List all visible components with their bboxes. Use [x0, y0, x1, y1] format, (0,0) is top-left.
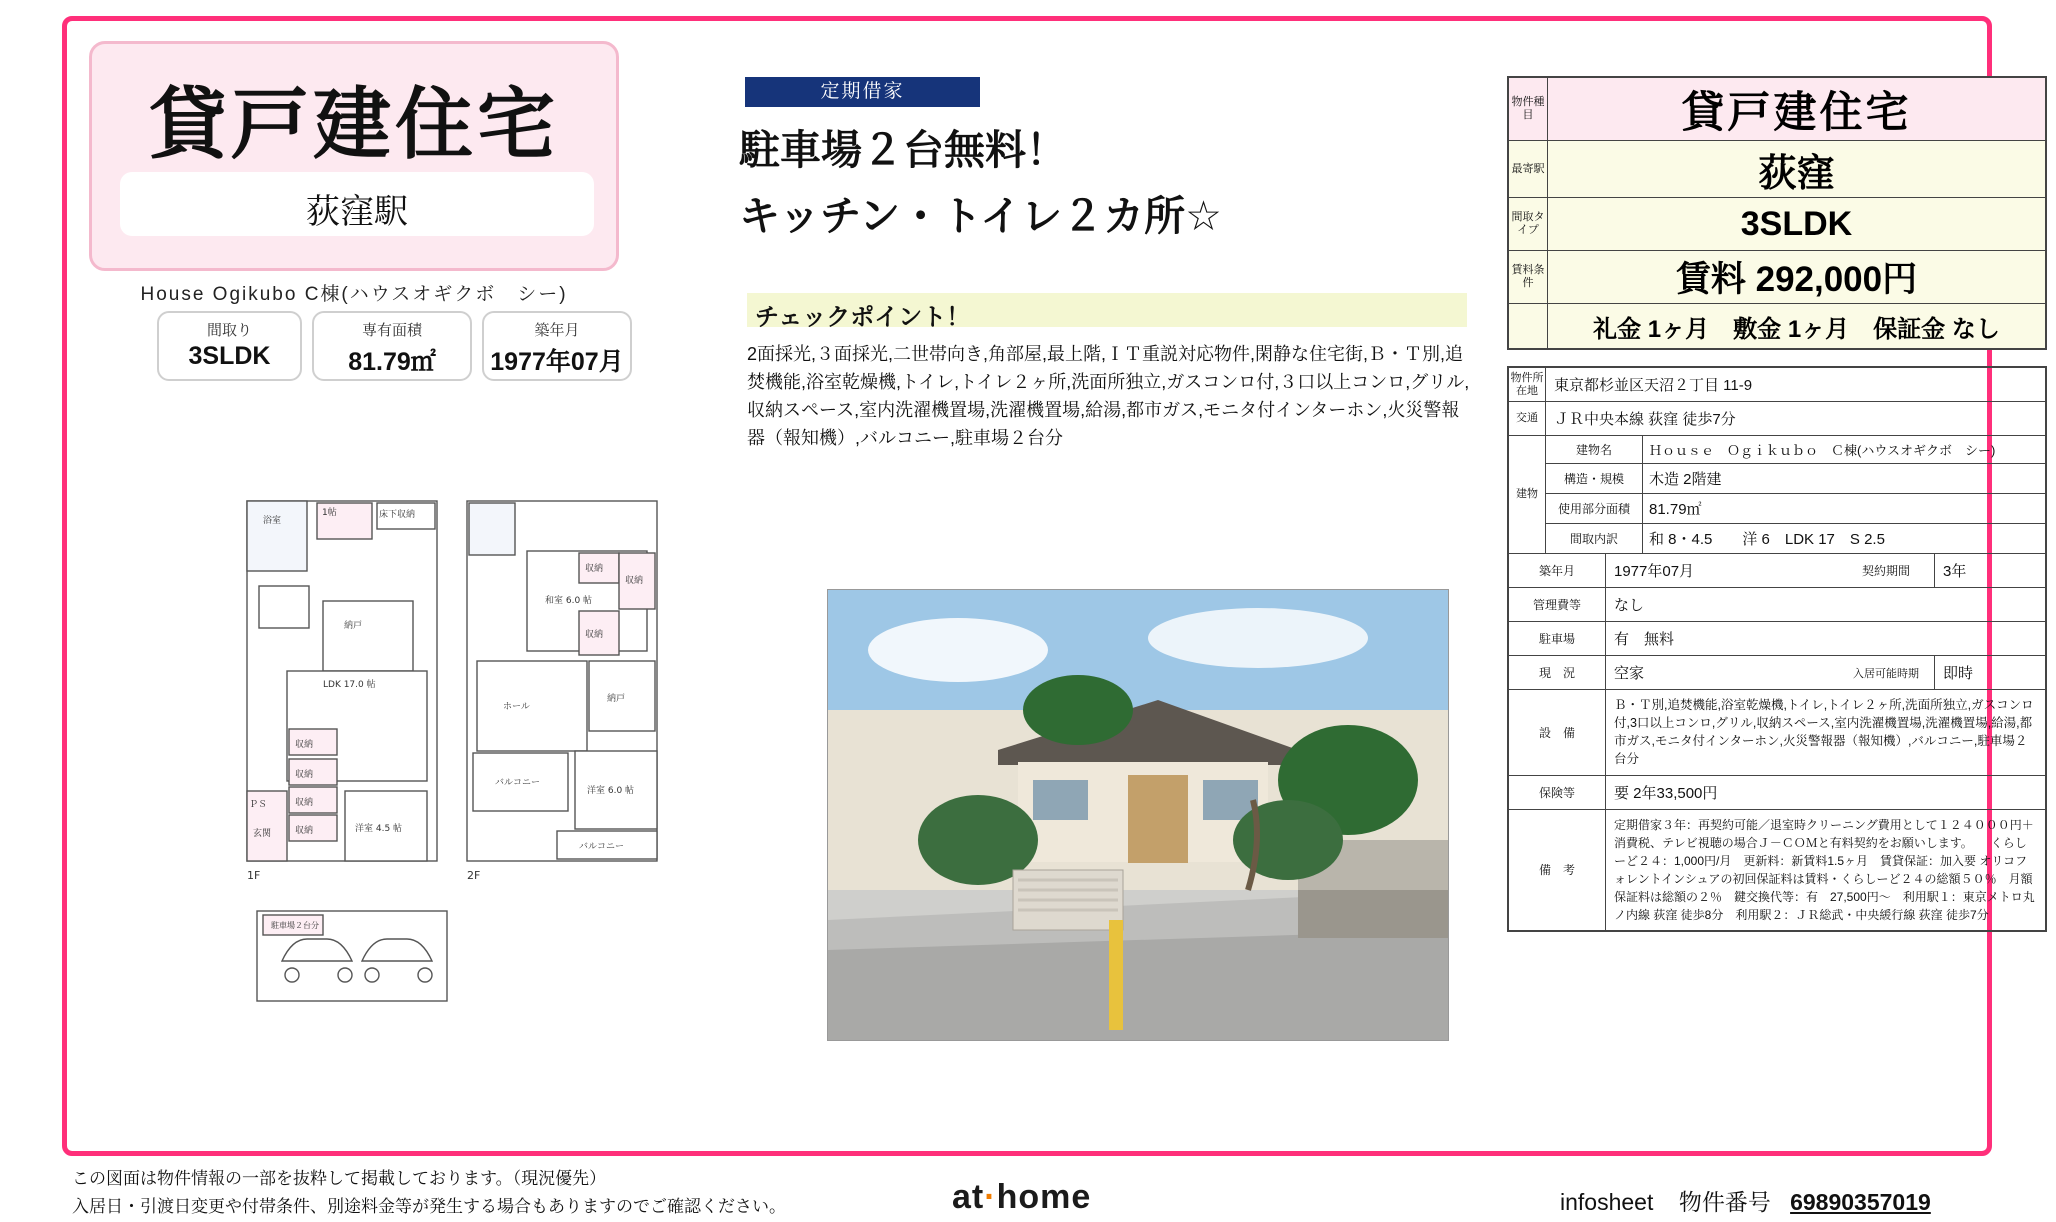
- property-photo-illustration: [828, 590, 1448, 1040]
- detail-value-equipment: Ｂ・Ｔ別,追焚機能,浴室乾燥機,トイレ,トイレ２ヶ所,洗面所独立,ガスコンロ付,3口以上コンロ,グリル,収納スペース,室内洗濯機置場,洗濯機置場,給湯,都市ガス,モニタ付インターホン,火災警報器（報知機）,バルコニー,駐車場２台分: [1614, 698, 2034, 767]
- checkpoint-heading: [747, 293, 1467, 331]
- svg-text:収納: 収納: [585, 630, 604, 640]
- summary-row-rent: [1509, 251, 2045, 304]
- svg-text:和室 6.0 帖: 和室 6.0 帖: [545, 596, 593, 606]
- building-sub-name-label: 建物名: [1546, 436, 1643, 463]
- detail-value-insurance: 要 2年33,500円: [1614, 784, 1718, 802]
- detail-label-insurance: 保険等: [1509, 776, 1606, 809]
- summary-label-type: 物件種目: [1509, 78, 1548, 140]
- spec-row: [157, 311, 627, 381]
- summary-value-station: 荻窪: [1548, 141, 2045, 197]
- detail-value-remarks: 定期借家３年：再契約可能／退室時クリーニング費用として１２４０００円＋消費税、テレビ視聴の場合Ｊ－ＣＯＭと有料契約をお願いします。 くらしーど２４：1,000円/月 更新料：新賃料1.5ヶ月 賃貸保証：加入要 オリコフォレントインシュアの初回保証料は賃料・くらしーど２４の総額５０％ 月額保証料は総額の２％ 鍵交換代等：有 27,500円～ 利用駅１：東京メトロ丸ノ内線 荻窪 徒歩8分 利用駅２：ＪＲ総武・中央緩行線 荻窪 徒歩7分: [1614, 817, 2035, 922]
- building-sub-rooms-label: 間取内訳: [1546, 524, 1643, 553]
- detail-label-address: 物件所在地: [1509, 368, 1546, 401]
- detail-value-parking: 有 無料: [1614, 631, 1675, 648]
- svg-text:1F: 1F: [247, 869, 261, 882]
- svg-text:床下収納: 床下収納: [379, 510, 416, 520]
- spec-area: [312, 311, 472, 381]
- detail-label-status: 現 況: [1509, 656, 1606, 689]
- building-sub-rooms-value: 和 8・4.5 洋 6 LDK 17 S 2.5: [1649, 531, 1885, 548]
- summary-row-layout: [1509, 198, 2045, 251]
- building-sub-structure: [1546, 464, 2045, 494]
- floor-plan-svg: [227, 491, 847, 1131]
- detail-row-parking: [1509, 622, 2045, 656]
- detail-value-available: 即時: [1943, 665, 1974, 682]
- footer-note-1: この図面は物件情報の一部を抜粋して掲載しております。（現況優先）: [72, 1169, 607, 1188]
- summary-value-type: 貸戸建住宅: [1548, 78, 2045, 140]
- building-sub-structure-label: 構造・規模: [1546, 464, 1643, 493]
- detail-label-term: 契約期間: [1838, 554, 1935, 587]
- detail-table: [1507, 366, 2047, 932]
- svg-text:収納: 収納: [625, 576, 644, 586]
- spec-layout-value: 3SLDK: [188, 342, 271, 370]
- svg-text:ホール: ホール: [503, 702, 530, 712]
- spec-area-value: 81.79㎡: [348, 348, 436, 376]
- svg-text:2F: 2F: [467, 869, 481, 882]
- spec-built-label: 築年月: [534, 322, 580, 339]
- summary-label-rent: 賃料条件: [1509, 251, 1548, 303]
- building-sub-name-value: Ｈｏｕｓｅ Ｏｇｉｋｕｂｏ Ｃ棟(ハウスオギクボ シー): [1649, 443, 1996, 458]
- detail-row-remarks: [1509, 810, 2045, 930]
- detail-value-traffic: ＪＲ中央本線 荻窪 徒歩7分: [1554, 411, 1736, 428]
- detail-label-available: 入居可能時期: [1838, 656, 1935, 689]
- detail-row-status: [1509, 656, 2045, 690]
- infosheet-footer: [1560, 1184, 1931, 1217]
- svg-text:収納: 収納: [295, 740, 314, 750]
- catch-copy-line1: 駐車場２台無料！: [739, 126, 1067, 174]
- svg-text:収納: 収納: [295, 798, 314, 808]
- spec-built-value: 1977年07月: [490, 348, 624, 376]
- building-sub-area-value: 81.79㎡: [1649, 501, 1702, 518]
- detail-value-built: 1977年07月: [1614, 563, 1695, 580]
- title-box: [89, 41, 619, 271]
- page-title: 貸戸建住宅: [148, 80, 559, 170]
- summary-value-rent: 賃料 292,000円: [1548, 251, 2045, 303]
- svg-text:玄関: 玄関: [253, 829, 272, 839]
- detail-label-building: 建物: [1509, 436, 1546, 553]
- svg-text:収納: 収納: [585, 564, 604, 574]
- svg-text:バルコニー: バルコニー: [579, 842, 625, 852]
- detail-row-address: [1509, 368, 2045, 402]
- detail-value-term: 3年: [1943, 563, 1967, 580]
- summary-value-layout: 3SLDK: [1548, 198, 2045, 250]
- svg-text:納戸: 納戸: [607, 694, 626, 704]
- detail-row-equipment: [1509, 690, 2045, 776]
- detail-label-parking: 駐車場: [1509, 622, 1606, 655]
- building-subtable: [1546, 436, 2045, 553]
- svg-text:収納: 収納: [295, 826, 314, 836]
- detail-label-equipment: 設 備: [1509, 690, 1606, 775]
- property-photo: [827, 589, 1449, 1041]
- building-sub-name: [1546, 436, 2045, 464]
- spec-layout: [157, 311, 302, 381]
- svg-text:納戸: 納戸: [344, 621, 363, 631]
- summary-row-type: [1509, 78, 2045, 141]
- checkpoint-body: 2面採光,３面採光,二世帯向き,角部屋,最上階,ＩＴ重説対応物件,閑静な住宅街,Ｂ・Ｔ別,追焚機能,浴室乾燥機,トイレ,トイレ２ヶ所,洗面所独立,ガスコンロ付,３口以上コンロ,グリル,収納スペース,室内洗濯機置場,洗濯機置場,給湯,都市ガス,モニタ付インターホン,火災警報器（報知機）,バルコニー,駐車場２台分: [747, 344, 1470, 448]
- athome-logo: at·home: [952, 1178, 1092, 1216]
- detail-value-fee: なし: [1614, 597, 1645, 614]
- summary-value-deposit: 礼金 1ヶ月 敷金 1ヶ月 保証金 なし: [1548, 304, 2045, 348]
- building-sub-structure-value: 木造 2階建: [1649, 471, 1722, 488]
- summary-label-deposit: [1509, 304, 1548, 348]
- summary-label-layout: 間取タイプ: [1509, 198, 1548, 250]
- infosheet-label: infosheet: [1560, 1189, 1654, 1215]
- detail-row-traffic: [1509, 402, 2045, 436]
- detail-row-insurance: [1509, 776, 2045, 810]
- building-sub-area-label: 使用部分面積: [1546, 494, 1643, 523]
- sheet-frame: [62, 16, 2035, 1156]
- summary-row-deposit: [1509, 304, 2045, 348]
- detail-label-fee: 管理費等: [1509, 588, 1606, 621]
- svg-text:バルコニー: バルコニー: [495, 778, 541, 788]
- detail-row-fee: [1509, 588, 2045, 622]
- building-sub-area: [1546, 494, 2045, 524]
- property-no-label: 物件番号: [1678, 1189, 1771, 1215]
- spec-area-label: 専有面積: [361, 322, 422, 339]
- spec-built: [482, 311, 632, 381]
- detail-row-building: [1509, 436, 2045, 554]
- svg-text:収納: 収納: [295, 770, 314, 780]
- detail-label-remarks: 備 考: [1509, 810, 1606, 930]
- svg-text:1帖: 1帖: [322, 508, 337, 518]
- svg-text:洋室 4.5 帖: 洋室 4.5 帖: [355, 824, 403, 834]
- detail-label-built: 築年月: [1509, 554, 1606, 587]
- lease-type-tag: 定期借家: [745, 77, 980, 107]
- svg-text:ＰＳ: ＰＳ: [249, 800, 268, 810]
- detail-value-address: 東京都杉並区天沼２丁目 11-9: [1554, 377, 1753, 394]
- svg-text:LDK 17.0 帖: LDK 17.0 帖: [323, 680, 376, 690]
- summary-row-station: [1509, 141, 2045, 198]
- summary-table: [1507, 76, 2047, 350]
- catch-copy-line2: キッチン・トイレ２カ所☆: [739, 192, 1222, 240]
- building-sub-rooms: [1546, 524, 2045, 553]
- station-name: 荻窪駅: [306, 192, 408, 232]
- svg-text:浴室: 浴室: [263, 516, 282, 526]
- svg-text:駐車場２台分: 駐車場２台分: [271, 921, 319, 930]
- detail-label-traffic: 交通: [1509, 402, 1546, 435]
- footer-note-2: 入居日・引渡日変更や付帯条件、別途料金等が発生する場合もありますのでご確認ください。: [72, 1197, 786, 1216]
- detail-value-status: 空家: [1614, 665, 1645, 682]
- building-name-roman: House Ogikubo C棟(ハウスオギクボ シー): [140, 284, 568, 305]
- floor-plan: [227, 491, 847, 1131]
- property-no-value: 69890357019: [1790, 1189, 1931, 1215]
- summary-label-station: 最寄駅: [1509, 141, 1548, 197]
- checkpoint-heading-text: チェックポイント！: [755, 304, 971, 331]
- station-box: [120, 172, 594, 236]
- detail-row-built: [1509, 554, 2045, 588]
- spec-layout-label: 間取り: [206, 322, 252, 339]
- svg-text:洋室 6.0 帖: 洋室 6.0 帖: [587, 786, 635, 796]
